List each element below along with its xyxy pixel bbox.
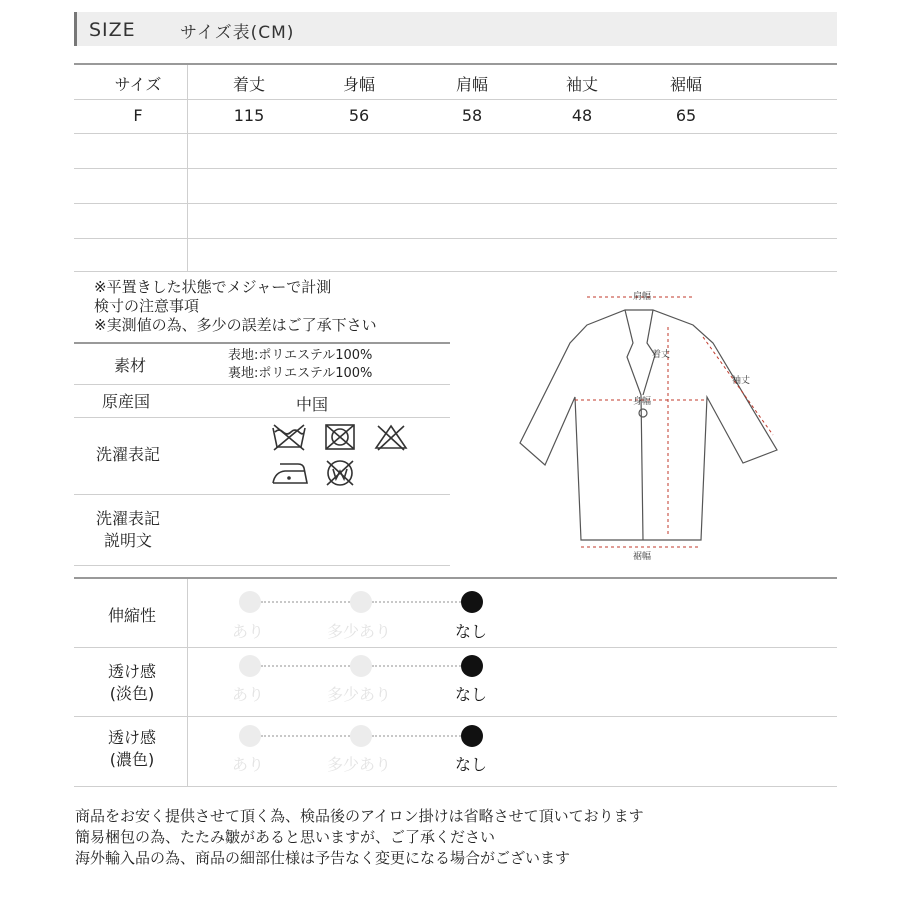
table-divider	[74, 203, 837, 204]
scale-option: あり	[231, 755, 264, 774]
coat-diagram	[515, 285, 785, 565]
care-label: 洗濯表記	[95, 445, 160, 464]
diagram-label-sleeve: 袖丈	[732, 376, 751, 386]
material-value	[228, 347, 372, 383]
scale-connector	[261, 665, 361, 667]
no-bleach-triangle-icon	[373, 422, 409, 452]
properties-top-border	[74, 577, 837, 579]
note-line: ※平置きした状態でメジャーで計測	[94, 278, 332, 296]
header-subtitle: サイズ表(CM)	[180, 23, 295, 43]
details-divider	[74, 494, 450, 495]
scale-option-selected: なし	[454, 755, 487, 774]
table-cell-hem: 65	[675, 106, 697, 125]
table-cell-size: F	[133, 106, 143, 125]
scale-dot	[350, 591, 372, 613]
footer-notes	[75, 806, 644, 869]
no-wash-icon	[270, 422, 308, 452]
scale-dot-selected	[461, 725, 483, 747]
header-accent-bar	[74, 12, 77, 46]
column-header-size: サイズ	[114, 75, 162, 94]
property-label-sheer-dark	[82, 727, 182, 771]
table-top-border	[74, 63, 837, 65]
scale-option: 多少あり	[326, 755, 391, 774]
details-top-border	[74, 342, 450, 344]
table-divider	[74, 133, 837, 134]
footer-line: 簡易梱包の為、たたみ皺があると思いますが、ご了承ください	[75, 828, 496, 846]
scale-dot-selected	[461, 591, 483, 613]
diagram-label-length: 着丈	[652, 350, 671, 360]
scale-dot	[239, 655, 261, 677]
table-divider	[74, 168, 837, 169]
measurement-notes	[94, 278, 377, 335]
low-iron-icon	[270, 458, 310, 488]
properties-divider	[74, 786, 837, 787]
scale-option: あり	[231, 685, 264, 704]
table-divider	[74, 99, 837, 100]
property-label-line: (淡色)	[109, 684, 155, 703]
column-header-sleeve: 袖丈	[565, 75, 598, 94]
scale-option-selected: なし	[454, 622, 487, 641]
coat-outline-icon	[520, 310, 777, 540]
care-icons	[270, 422, 420, 490]
header-size-label: SIZE	[89, 19, 136, 41]
scale-dot	[239, 725, 261, 747]
scale-dot-selected	[461, 655, 483, 677]
details-divider	[74, 417, 450, 418]
property-label-line: (濃色)	[109, 750, 155, 769]
scale-connector	[261, 735, 361, 737]
table-cell-sleeve: 48	[571, 106, 593, 125]
table-cell-shoulder: 58	[461, 106, 483, 125]
table-column-divider	[187, 65, 188, 271]
details-divider	[74, 384, 450, 385]
column-header-hem: 裾幅	[669, 75, 702, 94]
column-header-length: 着丈	[232, 75, 265, 94]
table-divider	[74, 238, 837, 239]
properties-column-divider	[187, 579, 188, 786]
scale-dot	[350, 725, 372, 747]
scale-connector	[261, 601, 361, 603]
note-line: ※実測値の為、多少の誤差はご了承下さい	[94, 316, 377, 334]
properties-divider	[74, 716, 837, 717]
diagram-label-body: 身幅	[633, 397, 652, 407]
details-divider	[74, 565, 450, 566]
scale-option: 多少あり	[326, 622, 391, 641]
scale-connector	[372, 665, 461, 667]
footer-line: 商品をお安く提供させて頂く為、検品後のアイロン掛けは省略させて頂いております	[75, 807, 644, 825]
note-line: 検寸の注意事項	[94, 297, 200, 315]
property-label-stretch	[82, 605, 182, 627]
column-header-body-width: 身幅	[342, 75, 375, 94]
care-description-label-line: 洗濯表記	[95, 509, 160, 528]
scale-option: 多少あり	[326, 685, 391, 704]
material-line: 表地:ポリエステル100%	[228, 348, 373, 363]
property-label-line: 伸縮性	[107, 606, 156, 625]
material-line: 裏地:ポリエステル100%	[228, 366, 373, 381]
scale-dot	[239, 591, 261, 613]
sleeve-measure-line	[703, 337, 773, 435]
no-dryclean-icon	[324, 458, 356, 488]
scale-connector	[372, 735, 461, 737]
no-bleach-icon	[323, 422, 357, 452]
footer-line: 海外輸入品の為、商品の細部仕様は予告なく変更になる場合がございます	[75, 849, 571, 867]
property-label-sheer-light	[82, 661, 182, 705]
scale-option: あり	[231, 622, 264, 641]
scale-dot	[350, 655, 372, 677]
diagram-label-shoulder: 肩幅	[633, 292, 652, 302]
origin-label: 原産国	[101, 392, 150, 411]
scale-connector	[372, 601, 461, 603]
table-cell-body-width: 56	[348, 106, 370, 125]
diagram-label-hem: 裾幅	[633, 552, 652, 562]
origin-value: 中国	[296, 395, 329, 414]
material-label: 素材	[113, 356, 146, 375]
column-header-shoulder: 肩幅	[455, 75, 488, 94]
properties-divider	[74, 647, 837, 648]
table-divider	[74, 271, 837, 272]
care-description-label-line: 説明文	[103, 531, 152, 550]
scale-option-selected: なし	[454, 685, 487, 704]
table-cell-length: 115	[233, 106, 265, 125]
property-label-line: 透け感	[107, 728, 156, 747]
care-description-label	[78, 508, 178, 552]
property-label-line: 透け感	[107, 662, 156, 681]
